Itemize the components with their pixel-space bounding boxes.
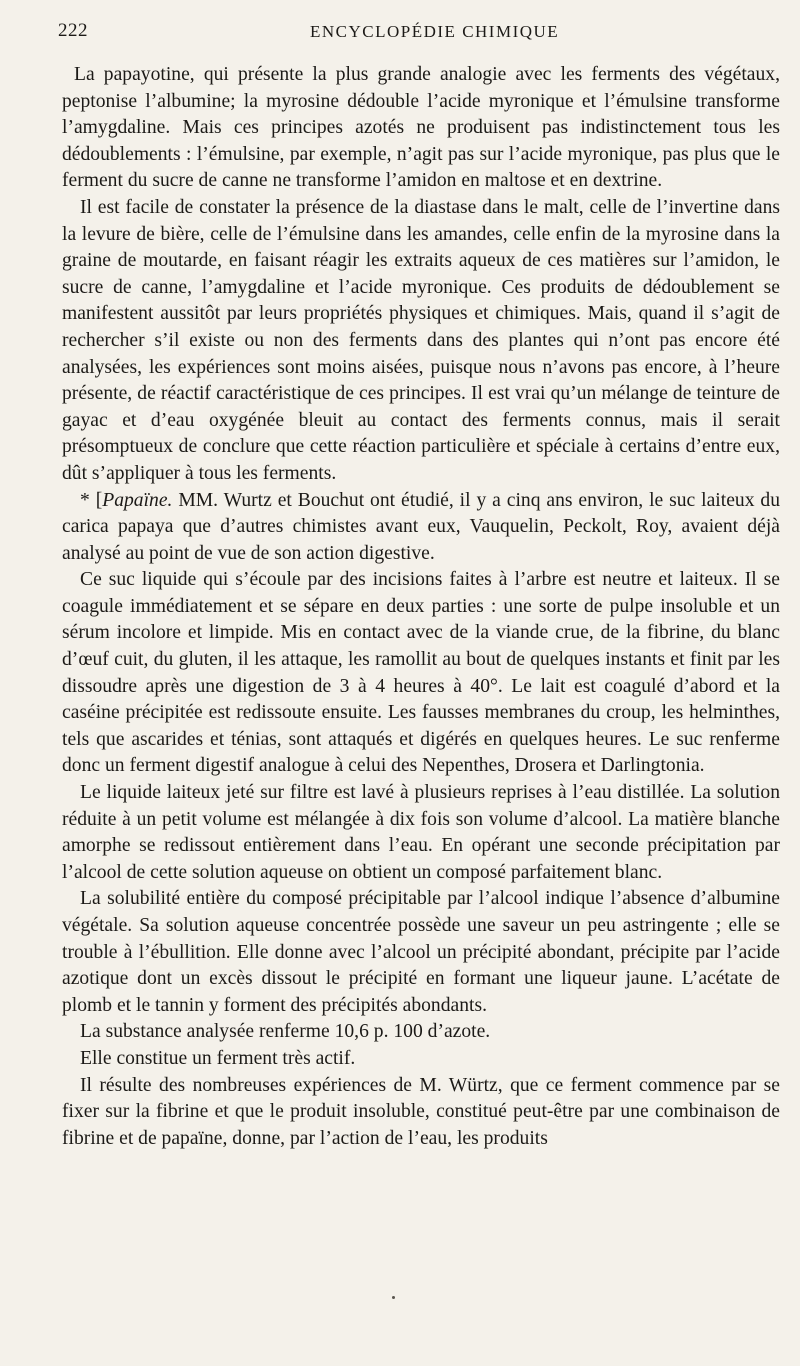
paragraph-solubilite: La solubilité entière du composé précipitable par l’alcool indique l’absence d’albumine végétale. Sa solution aqueuse concentrée possède une saveur un peu astringente ; elle se trouble à l’ébullition. Elle donne avec l’alcool un précipité abondant, précipite par l’acide azotique dont un excès dissout le précipité en formant une liqueur jaune. L’acétate de plomb et le tannin y forment des précipités abondants.	[62, 888, 780, 1016]
papaine-intro-continuation: laiteux du carica papaya que d’autres chimistes avant eux, Vauquelin, Peckolt, Roy, avaient déjà analysé au point de vue de son action digestive.	[62, 489, 780, 564]
body-text	[62, 62, 780, 1152]
paragraph-azote: La substance analysée renferme 10,6 p. 100 d’azote.	[80, 1021, 491, 1043]
paragraph-papaine-intro	[62, 488, 780, 568]
page-header	[58, 20, 770, 46]
papaine-marker: * [	[80, 489, 103, 511]
paragraph-liquide-laiteux: Le liquide laiteux jeté sur filtre est lavé à plusieurs reprises à l’eau distillée. La solution réduite à un petit volume est mélangée à dix fois son volume d’alcool. La matière blanche amorphe se redissout entièrement dans l’eau. En opérant une seconde précipitation par l’alcool de cette solution aqueuse on obtient un composé parfaitement blanc.	[62, 782, 780, 883]
print-speck	[392, 1296, 395, 1299]
page-number: 222	[58, 20, 88, 41]
paragraph-suc-liquide: Ce suc liquide qui s’écoule par des incisions faites à l’arbre est neutre et laiteux. Il se coagule immédiatement et se sépare en deux parties : une sorte de pulpe insoluble et un sérum incolore et limpide. Mis en contact avec de la viande crue, de la fibrine, du blanc d’œuf cuit, du gluten, il les attaque, les ramollit au bout de quelques instants et finit par les dissoudre après une digestion de 3 à 4 heures à 40°. Le lait est coagulé d’abord et la caséine précipitée est redissoute ensuite. Les fausses membranes du croup, les helminthes, tels que ascarides et ténias, sont attaqués et digérés en quelques heures. Le suc renferme donc un ferment digestif analogue à celui des Nepenthes, Drosera et Darlingtonia.	[62, 569, 780, 777]
papaine-intro-text: MM. Wurtz et Bouchut ont étudié, il y a cinq ans environ, le suc	[172, 489, 696, 511]
paragraph-diastase: Il est facile de constater la présence de la diastase dans le malt, celle de l’invertine dans la levure de bière, celle de l’émulsine dans les amandes, celle enfin de la myrosine dans la graine de moutarde, en faisant réagir les extraits aqueux de ces matières sur l’amidon, le sucre de canne, l’amygdaline et l’acide myronique. Ces produits de dédoublement se manifestent aussitôt par leurs propriétés physiques et chimiques. Mais, quand il s’agit de rechercher s’il existe ou non des ferments dans des plantes qui n’ont pas encore été analysées, les expériences sont moins aisées, puisque nous n’avons pas encore, à l’heure présente, de réactif caractéristique de ces principes. Il est vrai qu’un mélange de teinture de gayac et d’eau oxygénée bleuit au contact des ferments connus, mais il serait présomptueux de conclure que cette réaction particulière et spéciale à certains d’entre eux, dût s’appliquer à tous les ferments.	[62, 196, 780, 484]
paragraph-wurtz-experiences: Il résulte des nombreuses expériences de M. Würtz, que ce ferment commence par se fixer sur la fibrine et que le produit insoluble, constitué peut-être par une combinaison de fibrine et de papaïne, donne, par l’action de l’eau, les produits	[62, 1074, 780, 1149]
paragraph-ferment-actif: Elle constitue un ferment très actif.	[80, 1047, 356, 1069]
paragraph-papayotine: La papayotine, qui présente la plus grande analogie avec les ferments des végétaux, peptonise l’albumine; la myrosine dédouble l’acide myronique et l’émulsine transforme l’amygdaline. Mais ces principes azotés ne produisent pas indistinctement tous les dédoublements : l’émulsine, par exemple, n’agit pas sur l’acide myronique, pas plus que le ferment du sucre de canne ne transforme l’amidon en maltose et en dextrine.	[62, 64, 780, 192]
running-title: ENCYCLOPÉDIE CHIMIQUE	[310, 22, 560, 41]
papaine-heading: Papaïne.	[102, 489, 173, 511]
